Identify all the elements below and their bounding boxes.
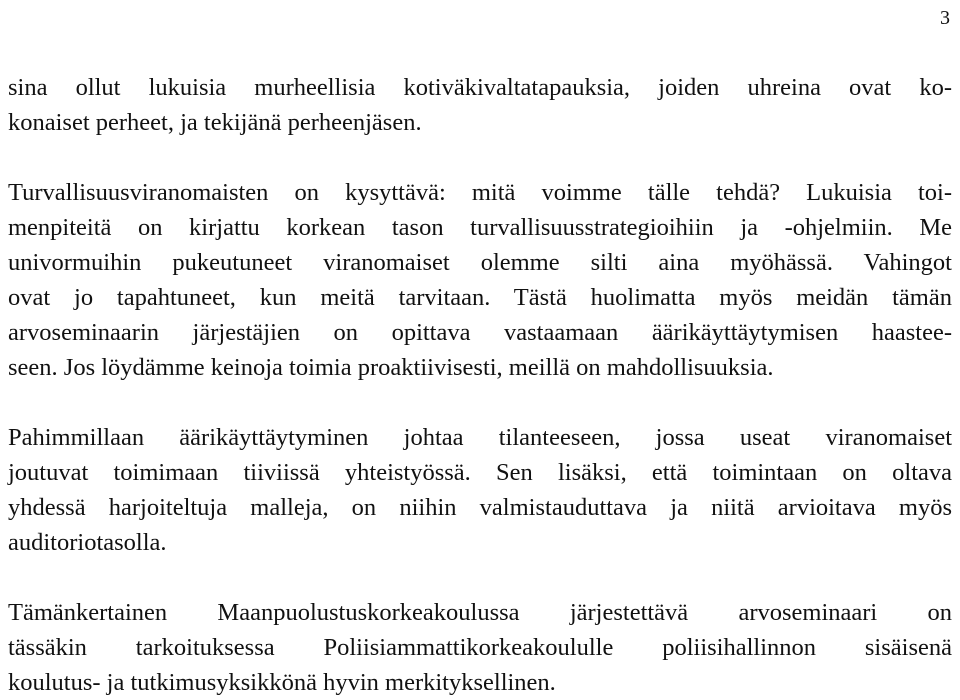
paragraph-3 — [8, 420, 952, 560]
paragraph-4 — [8, 595, 952, 700]
text-line: konaiset perheet, ja tekijänä perheenjäsen. — [8, 109, 422, 136]
text-line: menpiteitä on kirjattu korkean tason turvallisuusstrategioihiin ja -ohjelmiin. Me — [8, 214, 952, 241]
text-line: yhdessä harjoiteltuja malleja, on niihin valmistauduttava ja niitä arvioitava myös — [8, 494, 952, 521]
text-line: seen. Jos löydämme keinoja toimia proaktiivisesti, meillä on mahdollisuuksia. — [8, 354, 774, 381]
text-line: Turvallisuusviranomaisten on kysyttävä: mitä voimme tälle tehdä? Lukuisia toi- — [8, 179, 952, 206]
text-line: auditoriotasolla. — [8, 529, 167, 556]
text-line: Pahimmillaan äärikäyttäytyminen johtaa tilanteeseen, jossa useat viranomaiset — [8, 424, 952, 451]
text-line: ovat jo tapahtuneet, kun meitä tarvitaan. Tästä huolimatta myös meidän tämän — [8, 284, 952, 311]
text-line: univormuihin pukeutuneet viranomaiset olemme silti aina myöhässä. Vahingot — [8, 249, 952, 276]
text-line: arvoseminaarin järjestäjien on opittava vastaamaan äärikäyttäytymisen haastee- — [8, 319, 952, 346]
text-line: Tämänkertainen Maanpuolustuskorkeakoulussa järjestettävä arvoseminaari on — [8, 599, 952, 626]
document-body — [8, 70, 952, 700]
page-number: 3 — [940, 7, 950, 29]
text-line: joutuvat toimimaan tiiviissä yhteistyössä. Sen lisäksi, että toimintaan on oltava — [8, 459, 952, 486]
text-line: sina ollut lukuisia murheellisia kotiväkivaltatapauksia, joiden uhreina ovat ko- — [8, 74, 952, 101]
paragraph-2 — [8, 175, 952, 385]
text-line: tässäkin tarkoituksessa Poliisiammattikorkeakoululle poliisihallinnon sisäisenä — [8, 634, 952, 661]
text-line: koulutus- ja tutkimusyksikkönä hyvin merkityksellinen. — [8, 669, 556, 696]
paragraph-1 — [8, 70, 952, 140]
